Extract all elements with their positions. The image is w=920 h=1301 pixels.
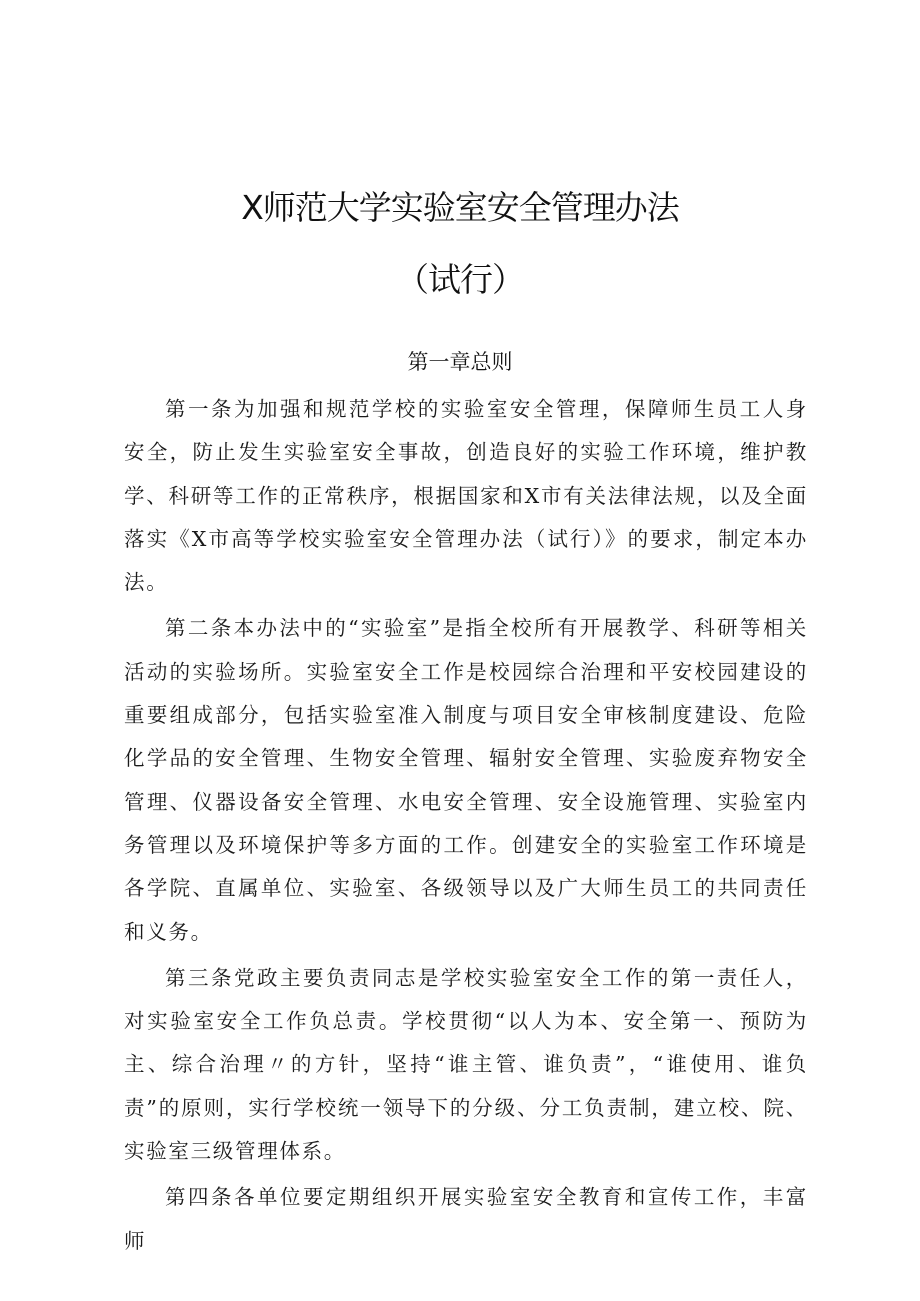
article-2: 第二条本办法中的“实验室”是指全校所有开展教学、科研等相关活动的实验场所。实验室安全工作是校园综合治理和平安校园建设的重要组成部分，包括实验室准入制度与项目安全审核制度建设、危险化学品的安全管理、生物安全管理、辐射安全管理、实验废弃物安全管理、仪器设备安全管理、水电安全管理、安全设施管理、实验室内务管理以及环境保护等多方面的工作。创建安全的实验室工作环境是各学院、直属单位、实验室、各级领导以及广大师生员工的共同责任和义务。 bbox=[124, 616, 808, 944]
body-text bbox=[124, 388, 808, 1266]
document-title: X师范大学实验室安全管理办法 bbox=[241, 188, 679, 227]
article-3: 第三条党政主要负责同志是学校实验室安全工作的第一责任人，对实验室安全工作负总责。学校贯彻“以人为本、安全第一、预防为主、综合治理〃的方针，坚持“谁主管、谁负责”，“谁使用、谁负责”的原则，实行学校统一领导下的分级、分工负责制，建立校、院、实验室三级管理体系。 bbox=[124, 965, 808, 1164]
document-subtitle: （试行） bbox=[396, 260, 524, 299]
article-1: 第一条为加强和规范学校的实验室安全管理，保障师生员工人身安全，防止发生实验室安全事故，创造良好的实验工作环境，维护教学、科研等工作的正常秩序，根据国家和X市有关法律法规，以及全面落实《X市高等学校实验室安全管理办法（试行）》的要求，制定本办法。 bbox=[124, 397, 808, 595]
chapter-heading: 第一章总则 bbox=[407, 350, 513, 374]
article-4: 第四条各单位要定期组织开展实验室安全教育和宣传工作，丰富师 bbox=[124, 1185, 808, 1253]
